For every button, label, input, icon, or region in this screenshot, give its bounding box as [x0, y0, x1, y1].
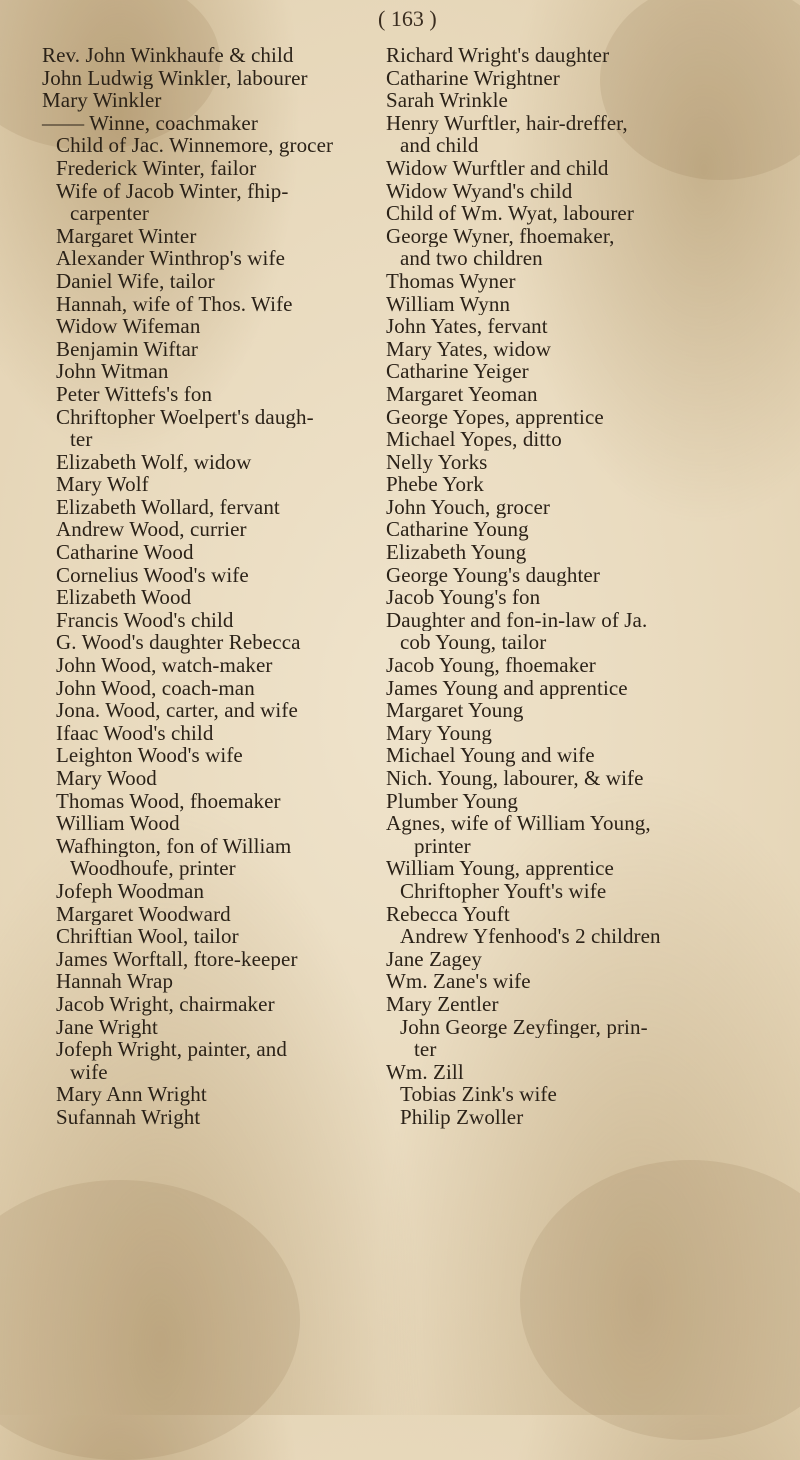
list-entry: —— Winne, coachmaker [42, 111, 258, 135]
list-entry: Margaret Young [386, 699, 524, 722]
list-entry: Woodhoufe, printer [70, 857, 236, 880]
list-entry: Francis Wood's child [56, 608, 234, 632]
list-entry: Hannah, wife of Thos. Wife [56, 292, 293, 316]
list-entry: Jane Zagey [386, 947, 483, 971]
paper-stain [0, 1180, 300, 1460]
list-entry: Plumber Young [386, 789, 518, 813]
list-entry: John George Zeyfinger, prin- [400, 1015, 648, 1039]
list-entry: wife [70, 1060, 108, 1084]
list-entry: Wm. Zill [386, 1060, 464, 1084]
list-entry: Mary Wolf [56, 473, 149, 496]
list-entry: ter [414, 1038, 437, 1061]
list-entry: John Youch, grocer [386, 495, 550, 519]
list-entry: John Wood, coach-man [56, 676, 255, 700]
list-entry: Nich. Young, labourer, & wife [386, 767, 644, 790]
list-entry: Ifaac Wood's child [56, 721, 214, 745]
list-entry: Widow Wifeman [56, 315, 201, 338]
list-entry: Wm. Zane's wife [386, 970, 531, 993]
list-entry: Jacob Wright, chairmaker [56, 992, 275, 1016]
list-entry: Wafhington, fon of William [56, 834, 292, 858]
list-entry: Thomas Wood, fhoemaker [56, 789, 281, 813]
list-entry: Richard Wright's daughter [386, 44, 610, 67]
list-entry: George Young's daughter [386, 563, 600, 587]
right-column [386, 44, 792, 1129]
list-entry: Margaret Yeoman [386, 382, 538, 406]
list-entry: Tobias Zink's wife [400, 1083, 557, 1106]
list-entry: Mary Ann Wright [56, 1083, 207, 1106]
list-entry: Alexander Winthrop's wife [56, 247, 285, 270]
list-entry: Michael Young and wife [386, 744, 595, 767]
list-entry: ter [70, 428, 93, 451]
list-entry: Rev. John Winkhaufe & child [42, 44, 294, 67]
list-entry: James Worftall, ftore-keeper [56, 947, 298, 971]
list-entry: Daughter and fon-in-law of Ja. [386, 608, 648, 632]
list-entry: cob Young, tailor [400, 631, 547, 655]
list-entry: William Young, apprentice [386, 857, 614, 880]
list-entry: Thomas Wyner [386, 269, 516, 293]
list-entry: Elizabeth Wolf, widow [56, 450, 252, 474]
list-entry: Peter Wittefs's fon [56, 382, 213, 406]
list-entry: John Ludwig Winkler, labourer [42, 66, 308, 90]
list-entry: Agnes, wife of William Young, [386, 812, 651, 835]
list-entry: Catharine Yeiger [386, 360, 529, 383]
list-entry: printer [414, 834, 471, 858]
list-entry: Sufannah Wright [56, 1105, 201, 1129]
list-entry: carpenter [70, 202, 150, 225]
list-entry: Mary Yates, widow [386, 337, 552, 361]
list-entry: Jona. Wood, carter, and wife [56, 699, 298, 722]
list-entry: John Wood, watch-maker [56, 654, 273, 677]
list-entry: Nelly Yorks [386, 450, 488, 474]
list-entry: G. Wood's daughter Rebecca [56, 631, 301, 655]
list-entry: Chriftopher Woelpert's daugh- [56, 405, 314, 429]
list-entry: Margaret Woodward [56, 902, 231, 926]
list-entry: Phebe York [386, 473, 484, 496]
list-entry: Jofeph Wright, painter, and [56, 1038, 287, 1061]
list-entry: Catharine Young [386, 518, 529, 542]
list-entry: Daniel Wife, tailor [56, 269, 215, 293]
list-entry: Elizabeth Wood [56, 586, 192, 609]
list-entry: Rebecca Youft [386, 902, 510, 926]
list-entry: Hannah Wrap [56, 970, 174, 993]
list-entry: John Witman [56, 360, 169, 383]
list-entry: Jacob Young's fon [386, 586, 541, 609]
list-entry: Widow Wurftler and child [386, 156, 609, 180]
list-entry: Leighton Wood's wife [56, 744, 243, 767]
list-entry: Wife of Jacob Winter, fhip- [56, 179, 289, 203]
list-entry: James Young and apprentice [386, 676, 628, 700]
list-entry: Mary Wood [56, 767, 157, 790]
list-entry: Benjamin Wiftar [56, 337, 198, 361]
list-entry: William Wynn [386, 292, 511, 316]
list-entry: Catharine Wood [56, 541, 194, 564]
paper-stain [520, 1160, 800, 1440]
list-entry: Sarah Wrinkle [386, 89, 508, 112]
list-entry: Child of Jac. Winnemore, grocer [56, 134, 334, 157]
list-entry: Catharine Wrightner [386, 66, 560, 90]
list-entry: George Wyner, fhoemaker, [386, 224, 615, 248]
list-entry: Child of Wm. Wyat, labourer [386, 202, 634, 225]
list-entry: Cornelius Wood's wife [56, 563, 249, 587]
list-entry: Frederick Winter, failor [56, 156, 257, 180]
page-number: ( 163 ) [378, 6, 437, 31]
list-entry: Elizabeth Wollard, fervant [56, 495, 280, 519]
list-entry: Chriftopher Youft's wife [400, 879, 607, 903]
list-entry: Henry Wurftler, hair-dreffer, [386, 111, 628, 135]
list-entry: Andrew Wood, currier [56, 518, 247, 542]
list-entry: William Wood [56, 812, 180, 835]
list-entry: Michael Yopes, ditto [386, 428, 562, 451]
list-entry: and two children [400, 247, 543, 270]
list-entry: Philip Zwoller [400, 1105, 524, 1129]
list-entry: Mary Young [386, 721, 493, 745]
list-entry: Elizabeth Young [386, 541, 527, 564]
list-entry: Jane Wright [56, 1015, 158, 1039]
list-entry: Margaret Winter [56, 224, 197, 248]
list-entry: Chriftian Wool, tailor [56, 925, 239, 948]
list-entry: and child [400, 134, 479, 157]
list-entry: Andrew Yfenhood's 2 children [400, 925, 661, 948]
list-entry: John Yates, fervant [386, 315, 548, 338]
list-entry: Widow Wyand's child [386, 179, 573, 203]
list-entry: George Yopes, apprentice [386, 405, 604, 429]
list-entry: Jacob Young, fhoemaker [386, 654, 596, 677]
list-entry: Jofeph Woodman [56, 879, 205, 903]
list-entry: Mary Winkler [42, 89, 162, 112]
list-entry: Mary Zentler [386, 992, 499, 1016]
left-column [28, 44, 392, 1129]
